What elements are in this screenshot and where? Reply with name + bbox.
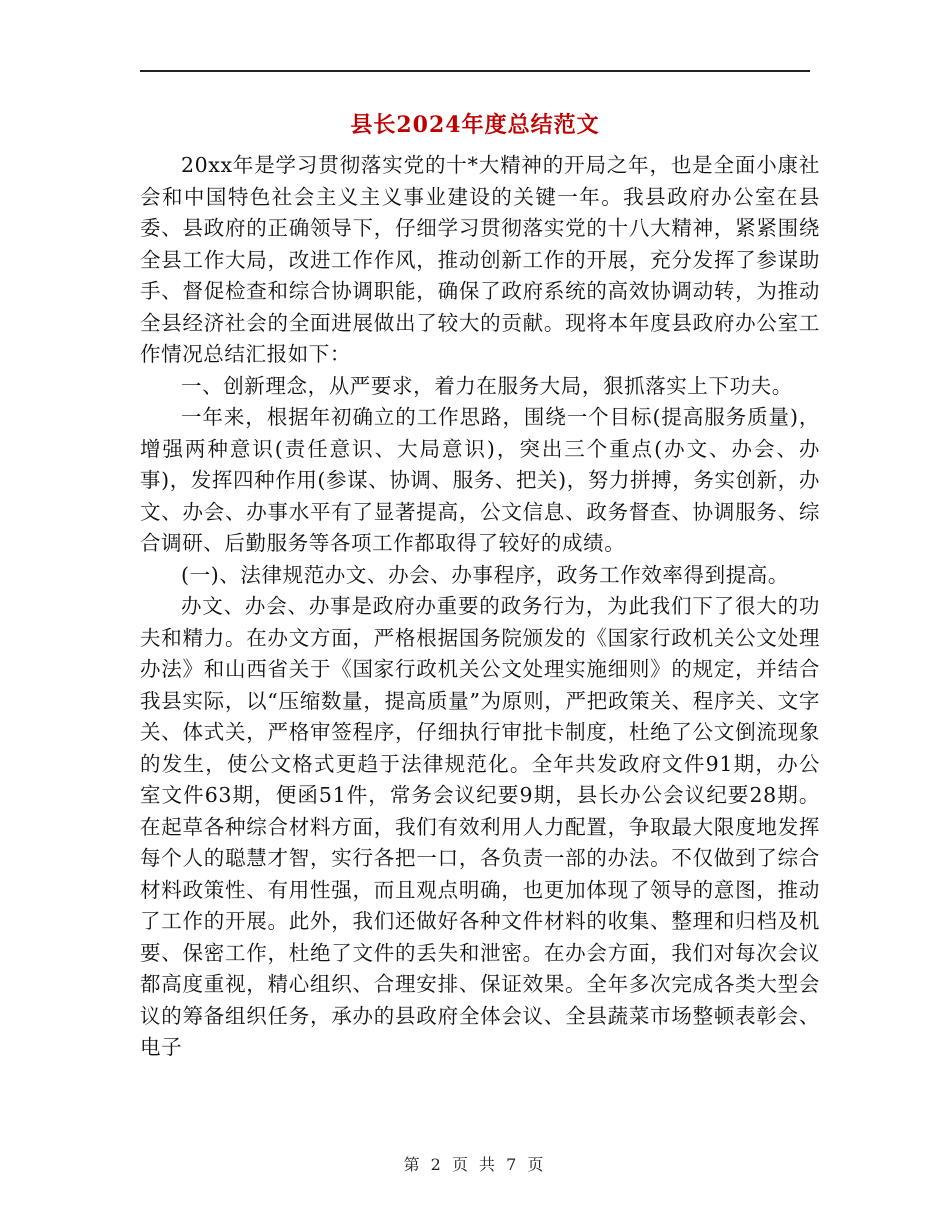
header-rule [140, 70, 810, 72]
document-title: 县长2024年度总结范文 [350, 112, 600, 138]
document-body [140, 150, 820, 1064]
subsection-heading-1: (一)、法律规范办文、办会、办事程序，政务工作效率得到提高。 [181, 562, 789, 587]
paragraph-overview: 一年来，根据年初确立的工作思路，围绕一个目标(提高服务质量)，增强两种意识(责任意识、大局意识)，突出三个重点(办文、办会、办事)，发挥四种作用(参谋、协调、服务、把关)，努力拼搏，务实创新，办文、办会、办事水平有了显著提高，公文信息、政务督查、协调服务、综合调研、后勤服务等各项工作都取得了较好的成绩。 [140, 405, 820, 555]
section-heading-1: 一、创新理念，从严要求，着力在服务大局，狠抓落实上下功夫。 [181, 373, 793, 398]
page-footer: 第 2 页 共 7 页 [403, 1155, 547, 1174]
paragraph-intro: 20xx年是学习贯彻落实党的十*大精神的开局之年，也是全面小康社会和中国特色社会主义主义事业建设的关键一年。我县政府办公室在县委、县政府的正确领导下，仔细学习贯彻落实党的十八大精神，紧紧围绕全县工作大局，改进工作作风，推动创新工作的开展，充分发挥了参谋助手、督促检查和综合协调职能，确保了政府系统的高效协调动转，为推动全县经济社会的全面进展做出了较大的贡献。现将本年度县政府办公室工作情况总结汇报如下： [140, 153, 820, 366]
paragraph-office-work: 办文、办会、办事是政府办重要的政务行为，为此我们下了很大的功夫和精力。在办文方面，严格根据国务院颁发的《国家行政机关公文处理办法》和山西省关于《国家行政机关公文处理实施细则》的规定，并结合我县实际，以“压缩数量，提高质量”为原则，严把政策关、程序关、文字关、体式关，严格审签程序，仔细执行审批卡制度，杜绝了公文倒流现象的发生，使公文格式更趋于法律规范化。全年共发政府文件91期，办公室文件63期，便函51件，常务会议纪要9期，县长办公会议纪要28期。在起草各种综合材料方面，我们有效利用人力配置，争取最大限度地发挥每个人的聪慧才智，实行各把一口，各负责一部的办法。不仅做到了综合材料政策性、有用性强，而且观点明确，也更加体现了领导的意图，推动了工作的开展。此外，我们还做好各种文件材料的收集、整理和归档及机要、保密工作，杜绝了文件的丢失和泄密。在办会方面，我们对每次会议都高度重视，精心组织、合理安排、保证效果。全年多次完成各类大型会议的筹备组织任务，承办的县政府全体会议、全县蔬菜市场整顿表彰会、电子 [140, 594, 820, 1059]
